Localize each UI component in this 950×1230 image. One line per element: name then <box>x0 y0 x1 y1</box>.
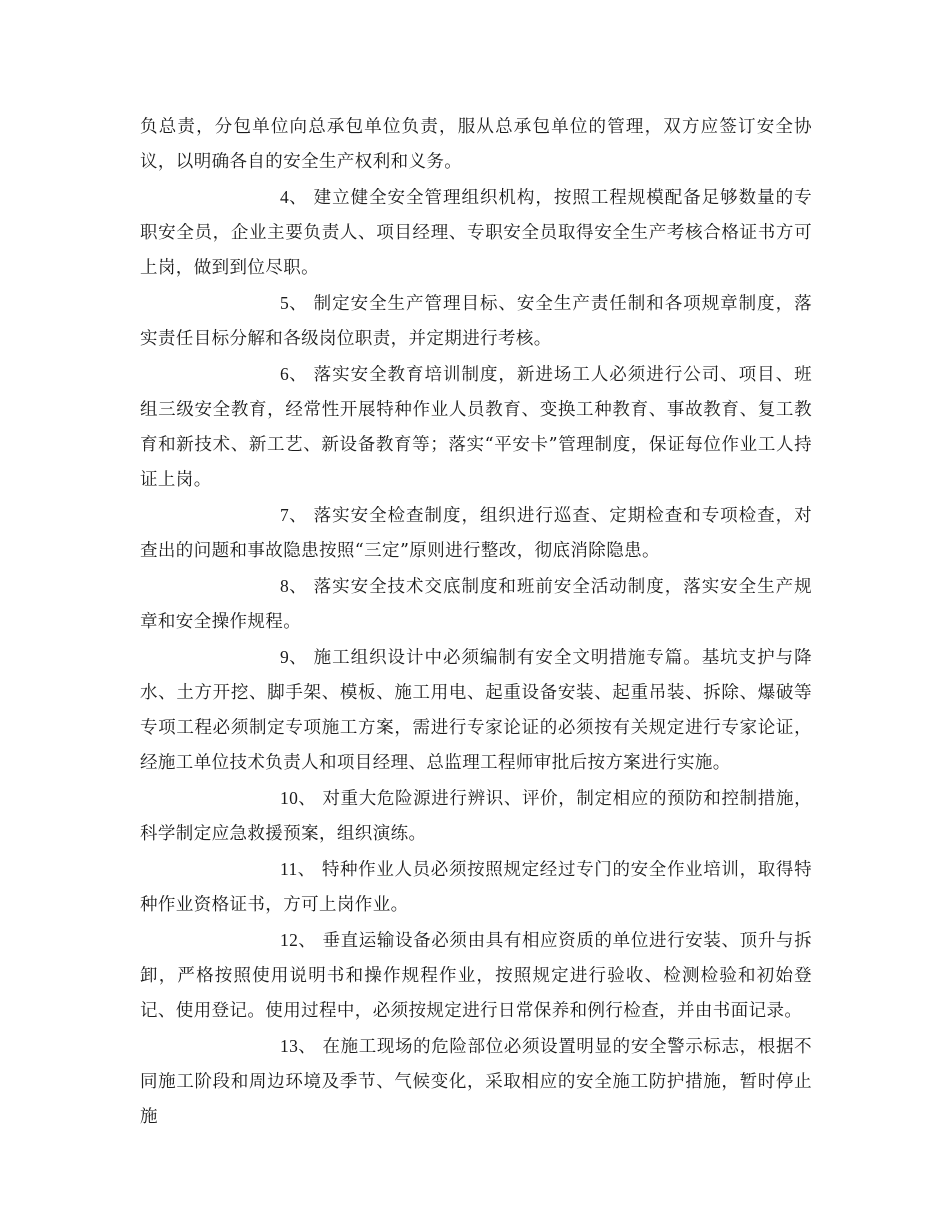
paragraph-text: 施工组织设计中必须编制有安全文明措施专篇。基坑支护与降水、土方开挖、脚手架、模板、施工用电、起重设备安装、起重吊装、拆除、爆破等专项工程必须制定专项施工方案，需进行专家论证的必须按有关规定进行专家论证，经施工单位技术负责人和项目经理、总监理工程师审批后按方案进行实施。 <box>140 648 812 773</box>
paragraph-item-4 <box>140 180 812 286</box>
item-number: 4、 <box>280 187 308 207</box>
paragraph-continued <box>140 110 812 180</box>
document-page <box>140 110 812 1135</box>
paragraph-text: 对重大危险源进行辨识、评价，制定相应的预防和控制措施，科学制定应急救援预案，组织演练。 <box>140 789 812 844</box>
paragraph-text: 落实安全检查制度，组织进行巡查、定期检查和专项检查，对查出的问题和事故隐患按照“三定”原则进行整改，彻底消除隐患。 <box>140 506 812 561</box>
paragraph-item-10 <box>140 781 812 852</box>
paragraph-item-13 <box>140 1029 812 1135</box>
paragraph-text: 在施工现场的危险部位必须设置明显的安全警示标志，根据不同施工阶段和周边环境及季节、气候变化，采取相应的安全施工防护措施，暂时停止施 <box>140 1037 812 1127</box>
paragraph-text: 负总责，分包单位向总承包单位负责，服从总承包单位的管理，双方应签订安全协议，以明确各自的安全生产权利和义务。 <box>140 117 812 172</box>
item-number: 7、 <box>280 505 308 525</box>
paragraph-text: 建立健全安全管理组织机构，按照工程规模配备足够数量的专职安全员，企业主要负责人、项目经理、专职安全员取得安全生产考核合格证书方可上岗，做到到位尽职。 <box>140 188 812 278</box>
paragraph-text: 垂直运输设备必须由具有相应资质的单位进行安装、顶升与拆卸，严格按照使用说明书和操作规程作业，按照规定进行验收、检测检验和初始登记、使用登记。使用过程中，必须按规定进行日常保养和例行检查，并由书面记录。 <box>140 931 812 1021</box>
paragraph-text: 落实安全教育培训制度，新进场工人必须进行公司、项目、班组三级安全教育，经常性开展特种作业人员教育、变换工种教育、事故教育、复工教育和新技术、新工艺、新设备教育等；落实“平安卡”管理制度，保证每位作业工人持证上岗。 <box>140 365 812 490</box>
paragraph-item-9 <box>140 640 812 781</box>
paragraph-item-7 <box>140 498 812 569</box>
item-number: 5、 <box>280 293 308 313</box>
item-number: 6、 <box>280 364 308 384</box>
paragraph-item-5 <box>140 286 812 357</box>
paragraph-item-12 <box>140 923 812 1029</box>
paragraph-item-11 <box>140 852 812 923</box>
paragraph-text: 落实安全技术交底制度和班前安全活动制度，落实安全生产规章和安全操作规程。 <box>140 577 812 632</box>
item-number: 9、 <box>280 647 308 667</box>
paragraph-item-6 <box>140 357 812 498</box>
paragraph-item-8 <box>140 569 812 640</box>
item-number: 8、 <box>280 576 308 596</box>
paragraph-text: 特种作业人员必须按照规定经过专门的安全作业培训，取得特种作业资格证书，方可上岗作业。 <box>140 860 812 915</box>
paragraph-text: 制定安全生产管理目标、安全生产责任制和各项规章制度，落实责任目标分解和各级岗位职责，并定期进行考核。 <box>140 294 812 349</box>
item-number: 12、 <box>280 930 317 950</box>
item-number: 13、 <box>280 1036 317 1056</box>
item-number: 11、 <box>280 859 316 879</box>
item-number: 10、 <box>280 788 317 808</box>
